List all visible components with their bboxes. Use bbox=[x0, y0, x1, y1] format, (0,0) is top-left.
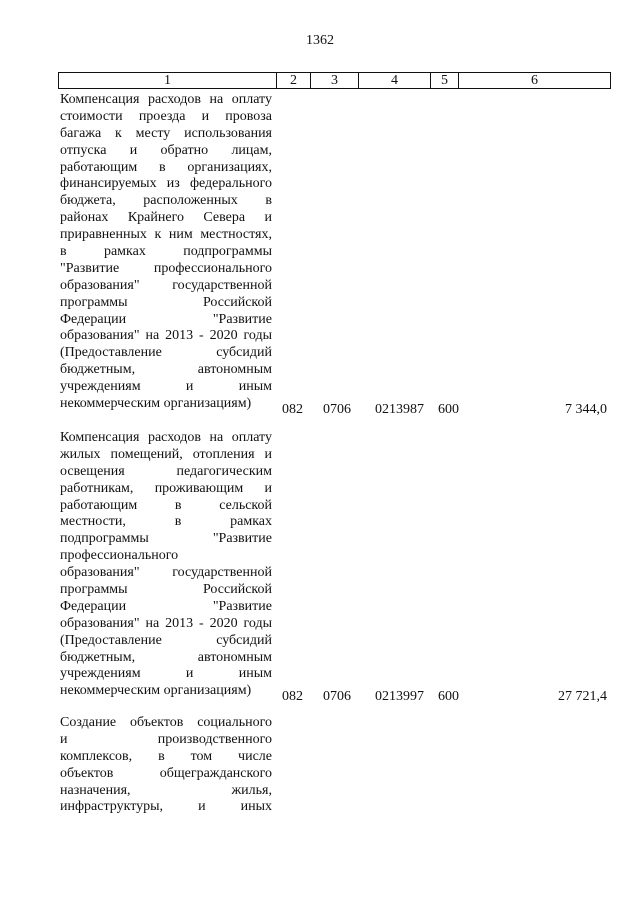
text-line: Компенсация расходов на оплату bbox=[60, 430, 272, 445]
text-line: некоммерческим организациям) bbox=[60, 683, 252, 699]
page-number: 1362 bbox=[306, 33, 334, 48]
text-line: назначения, жилья, bbox=[60, 782, 272, 798]
row-1-col-3: 0706 bbox=[323, 402, 351, 417]
text-line: некоммерческим организациям) bbox=[60, 396, 252, 412]
row-2-col-6: 27 721,4 bbox=[558, 689, 607, 704]
header-col-5: 5 bbox=[431, 73, 459, 88]
text-line: образования" на 2013 - 2020 годы bbox=[60, 615, 272, 631]
text-line: стоимости проезда и провоза bbox=[60, 108, 272, 124]
row-2-col-2: 082 bbox=[282, 689, 303, 704]
text-line: образования" государственной bbox=[60, 277, 272, 293]
text-line: комплексов, в том числе bbox=[60, 748, 272, 764]
row-1-col-6: 7 344,0 bbox=[565, 402, 607, 417]
text-line: инфраструктуры, и иных bbox=[60, 799, 272, 815]
header-col-6: 6 bbox=[459, 73, 611, 88]
text-line: работникам, проживающим и bbox=[60, 480, 272, 496]
text-line: Создание объектов социального bbox=[60, 715, 272, 730]
text-line: подпрограммы "Развитие bbox=[60, 531, 272, 547]
row-2-col-5: 600 bbox=[438, 689, 459, 704]
table-header bbox=[58, 72, 611, 89]
text-line: профессионального bbox=[60, 548, 179, 564]
row-2-description bbox=[60, 430, 272, 700]
text-line: работающим в сельской bbox=[60, 497, 272, 513]
text-line: Федерации "Развитие bbox=[60, 311, 272, 327]
text-line: освещения педагогическим bbox=[60, 463, 272, 479]
header-col-4: 4 bbox=[359, 73, 431, 88]
text-line: отпуска и обратно лицам, bbox=[60, 142, 272, 158]
row-1-col-4: 0213987 bbox=[375, 402, 424, 417]
row-1-col-2: 082 bbox=[282, 402, 303, 417]
text-line: учреждениям и иным bbox=[60, 379, 272, 395]
text-line: Компенсация расходов на оплату bbox=[60, 92, 272, 107]
text-line: (Предоставление субсидий bbox=[60, 632, 272, 648]
text-line: программы Российской bbox=[60, 582, 272, 598]
row-2-col-4: 0213997 bbox=[375, 689, 424, 704]
text-line: в рамках подпрограммы bbox=[60, 244, 272, 260]
text-line: бюджета, расположенных в bbox=[60, 193, 272, 209]
text-line: жилых помещений, отопления и bbox=[60, 446, 272, 462]
text-line: работающим в организациях, bbox=[60, 159, 272, 175]
text-line: (Предоставление субсидий bbox=[60, 345, 272, 361]
text-line: местности, в рамках bbox=[60, 514, 272, 530]
row-2-col-3: 0706 bbox=[323, 689, 351, 704]
row-3-description bbox=[60, 715, 272, 816]
text-line: приравненных к ним местностях, bbox=[60, 227, 272, 243]
text-line: багажа к месту использования bbox=[60, 125, 272, 141]
text-line: "Развитие профессионального bbox=[60, 260, 272, 276]
text-line: Федерации "Развитие bbox=[60, 598, 272, 614]
header-col-2: 2 bbox=[277, 73, 311, 88]
text-line: программы Российской bbox=[60, 294, 272, 310]
text-line: финансируемых из федерального bbox=[60, 176, 272, 192]
text-line: образования" на 2013 - 2020 годы bbox=[60, 328, 272, 344]
row-1-description bbox=[60, 92, 272, 413]
header-col-3: 3 bbox=[311, 73, 359, 88]
text-line: бюджетным, автономным bbox=[60, 362, 272, 378]
text-line: бюджетным, автономным bbox=[60, 649, 272, 665]
text-line: районах Крайнего Севера и bbox=[60, 210, 272, 226]
text-line: и производственного bbox=[60, 731, 272, 747]
row-1-col-5: 600 bbox=[438, 402, 459, 417]
text-line: учреждениям и иным bbox=[60, 666, 272, 682]
header-col-1: 1 bbox=[59, 73, 277, 88]
text-line: объектов общегражданского bbox=[60, 765, 272, 781]
text-line: образования" государственной bbox=[60, 565, 272, 581]
